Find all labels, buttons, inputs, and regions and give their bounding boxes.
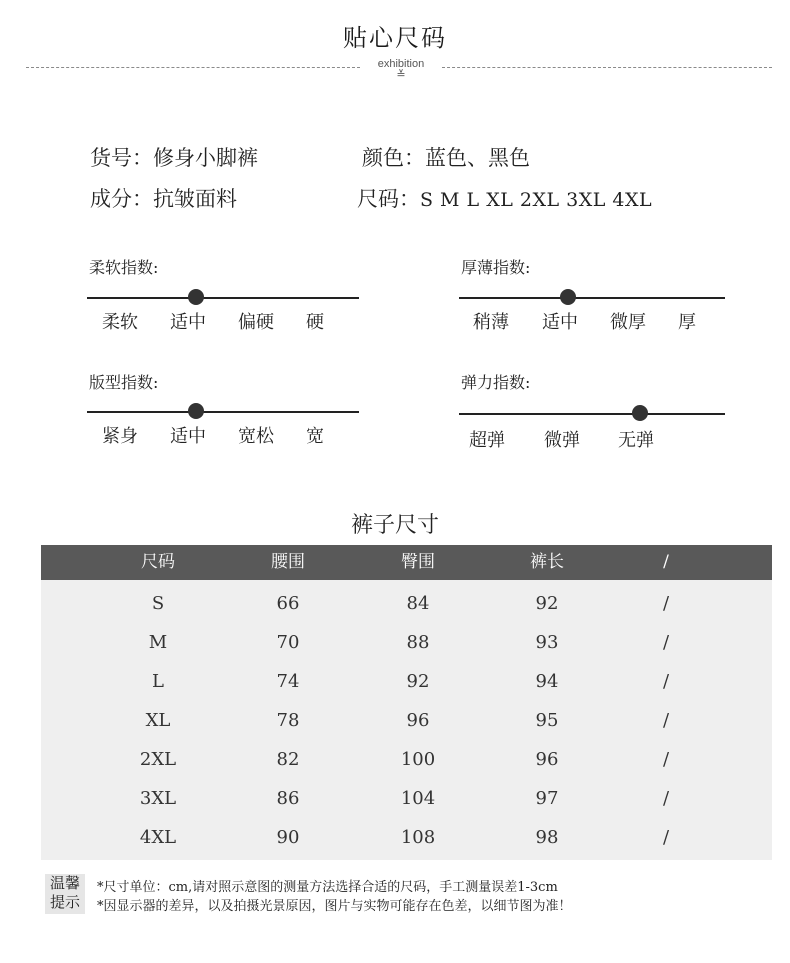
size-label: 尺码： — [357, 187, 420, 211]
table-cell: 108 — [400, 827, 436, 848]
fit-label: 宽松 — [238, 426, 274, 447]
material-info — [90, 183, 237, 213]
fit-indicator — [188, 403, 204, 419]
table-cell: / — [662, 632, 670, 653]
softness-label: 柔软 — [102, 312, 138, 333]
column-header-size: 尺码 — [141, 552, 175, 572]
elasticity-scale-line — [459, 413, 725, 415]
table-row — [41, 662, 772, 701]
table-cell: 70 — [276, 632, 300, 653]
material-label: 成分： — [90, 187, 153, 211]
column-header-waist: 腰围 — [271, 552, 305, 572]
table-cell: 100 — [400, 749, 436, 770]
size-value: S M L XL 2XL 3XL 4XL — [420, 189, 653, 211]
table-cell: 84 — [406, 593, 430, 614]
elasticity-index-title: 弹力指数: — [461, 373, 531, 392]
tips-label-line2: 提示 — [49, 893, 80, 911]
size-table-title: 裤子尺寸 — [350, 513, 439, 538]
table-cell: 94 — [535, 671, 559, 692]
thickness-index-title: 厚薄指数: — [461, 258, 531, 277]
color-value: 蓝色、黑色 — [425, 146, 530, 170]
table-row — [41, 623, 772, 662]
divider-right — [442, 67, 772, 68]
table-cell: / — [662, 593, 670, 614]
fit-label: 紧身 — [102, 426, 138, 447]
table-row — [41, 818, 772, 857]
thickness-label: 厚 — [678, 312, 696, 333]
table-cell: 92 — [535, 593, 559, 614]
table-cell: / — [662, 710, 670, 731]
table-cell: 88 — [406, 632, 430, 653]
table-cell: 66 — [276, 593, 300, 614]
table-cell: 104 — [400, 788, 436, 809]
table-row — [41, 701, 772, 740]
softness-indicator — [188, 289, 204, 305]
table-cell: 92 — [406, 671, 430, 692]
tip-note-color: *因显示器的差异，以及拍摄光景原因，图片与实物可能存在色差，以细节图为准！ — [97, 899, 572, 914]
elasticity-indicator — [632, 405, 648, 421]
tip-note-units: *尺寸单位：cm,请对照示意图的测量方法选择合适的尺码，手工测量误差1-3cm — [97, 880, 558, 895]
table-cell: 86 — [276, 788, 300, 809]
table-cell: 3XL — [139, 788, 177, 809]
table-cell: 96 — [406, 710, 430, 731]
elasticity-label: 无弹 — [618, 430, 654, 451]
item-number-label: 货号： — [90, 146, 153, 170]
column-header-hip: 臀围 — [401, 552, 435, 572]
material-value: 抗皱面料 — [153, 187, 237, 211]
table-cell: 93 — [535, 632, 559, 653]
color-label: 颜色： — [362, 146, 425, 170]
page-title: 贴心尺码 — [343, 24, 447, 52]
table-cell: M — [148, 632, 168, 653]
table-cell: / — [662, 749, 670, 770]
softness-label: 偏硬 — [238, 312, 274, 333]
fit-label: 宽 — [306, 426, 324, 447]
elasticity-label: 微弹 — [544, 430, 580, 451]
softness-label: 硬 — [306, 312, 324, 333]
softness-label: 适中 — [170, 312, 206, 333]
table-cell: 2XL — [139, 749, 177, 770]
elasticity-label: 超弹 — [469, 430, 505, 451]
fit-scale-line — [87, 411, 359, 413]
size-table-body — [41, 580, 772, 860]
table-row — [41, 584, 772, 623]
tips-label-line1: 温馨 — [49, 874, 80, 892]
table-cell: 78 — [276, 710, 300, 731]
table-cell: XL — [145, 710, 171, 731]
fit-index-title: 版型指数: — [89, 373, 159, 392]
softness-scale-line — [87, 297, 359, 299]
table-cell: L — [152, 671, 164, 692]
table-cell: 96 — [535, 749, 559, 770]
softness-index-title: 柔软指数: — [89, 258, 159, 277]
tips-label — [45, 874, 85, 914]
chevron-down-icon: ≚ — [396, 68, 406, 81]
table-cell: 98 — [535, 827, 559, 848]
column-header-length: 裤长 — [530, 552, 564, 572]
table-cell: 90 — [276, 827, 300, 848]
thickness-indicator — [560, 289, 576, 305]
table-cell: 95 — [535, 710, 559, 731]
table-cell: 4XL — [139, 827, 177, 848]
divider-left — [26, 67, 360, 68]
table-cell: / — [662, 827, 670, 848]
thickness-label: 稍薄 — [473, 312, 509, 333]
thickness-scale-line — [459, 297, 725, 299]
column-header-blank: / — [663, 552, 669, 572]
thickness-label: 微厚 — [610, 312, 646, 333]
table-cell: 74 — [276, 671, 300, 692]
exhibition-subtitle: exhibition — [377, 58, 425, 70]
size-table-header — [41, 545, 772, 580]
item-number-value: 修身小脚裤 — [153, 146, 258, 170]
thickness-label: 适中 — [542, 312, 578, 333]
table-row — [41, 779, 772, 818]
table-cell: / — [662, 788, 670, 809]
table-cell: 97 — [535, 788, 559, 809]
table-cell: / — [662, 671, 670, 692]
size-info — [357, 183, 652, 213]
item-number — [90, 142, 258, 172]
fit-label: 适中 — [170, 426, 206, 447]
color-info — [362, 142, 530, 172]
table-row — [41, 740, 772, 779]
table-cell: S — [151, 593, 165, 614]
table-cell: 82 — [276, 749, 300, 770]
